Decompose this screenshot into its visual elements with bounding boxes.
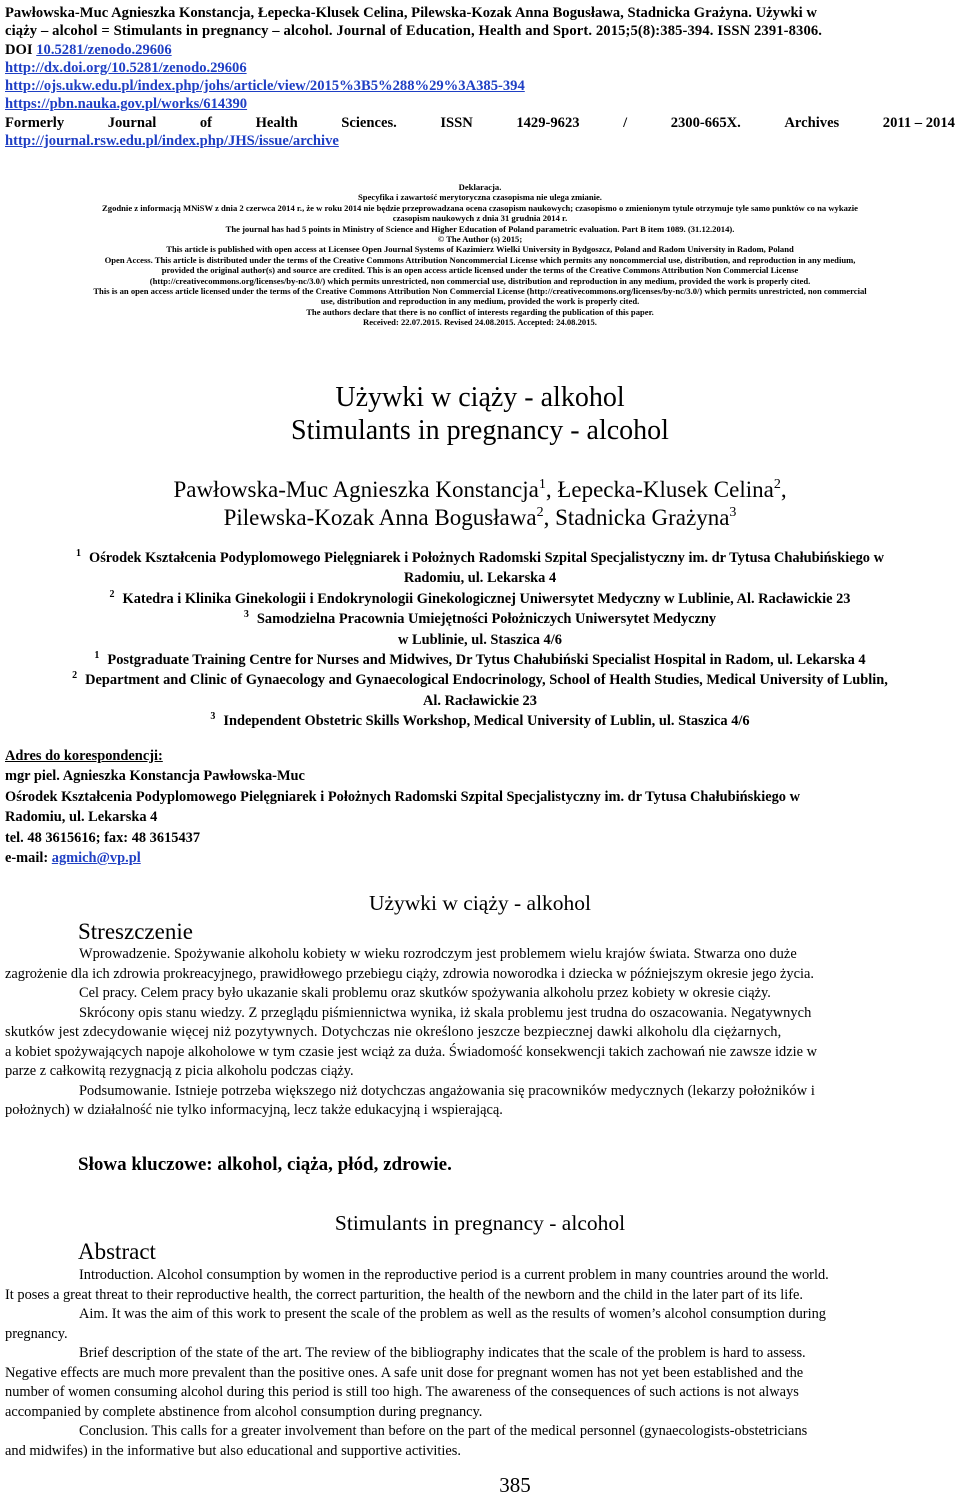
abstract-body	[5, 1266, 955, 1461]
author-name: Pilewska-Kozak Anna Bogusława	[223, 505, 537, 530]
streszczenie-heading: Streszczenie	[78, 919, 193, 944]
affiliation-mark: 2	[109, 588, 115, 600]
affiliation	[5, 609, 955, 629]
formerly-word: Journal	[107, 114, 157, 131]
author-affiliation-mark: 3	[729, 505, 737, 520]
doi-line	[5, 41, 955, 59]
affiliations	[5, 548, 955, 732]
doi-link[interactable]: 10.5281/zenodo.29606	[36, 41, 172, 58]
declaration-line: Specyfika i zawartość merytoryczna czasopisma nie ulega zmianie.	[358, 192, 602, 203]
declaration-line: This article is published with open access at Licensee Open Journal Systems of Kazimierz Wielki University in Bydgoszcz, Poland and Radom University in Radom, Poland	[166, 244, 794, 255]
author-name: Pawłowska-Muc Agnieszka Konstancja	[173, 477, 539, 502]
formerly-word: Archives	[784, 114, 840, 131]
author-name: , Stadnicka Grażyna	[543, 505, 730, 530]
correspondence-heading: Adres do korespondencji:	[5, 748, 163, 764]
declaration-line: Open Access. This article is distributed under the terms of the Creative Commons Attribution Noncommercial License which permits any noncommercial use, distribution, and reproduction in any medium,	[104, 254, 856, 265]
abstract-line: Conclusion. This calls for a greater involvement than before on the part of the medical personnel (gynaecologists-obstetricians	[79, 1423, 808, 1439]
citation-line: ciąży – alcohol = Stimulants in pregnancy – alcohol. Journal of Education, Health and Sport. 2015;5(8):385-394. ISSN 2391-8306.	[5, 23, 823, 40]
affiliation	[5, 670, 955, 690]
abstract-line: Introduction. Alcohol consumption by women in the reproductive period is a current problem in many countries around the world.	[79, 1267, 829, 1283]
abstract-line: położnych) w działalność nie tylko informacyjną, lecz także edukacyjną i wspierającą.	[5, 1102, 503, 1118]
abstract-heading: Abstract	[78, 1239, 156, 1264]
author-name: , Łepecka-Klusek Celina	[545, 477, 774, 502]
abstract-line: skutków jest zdecydowanie więcej niż pozytywnych. Dotychczas nie określono jeszcze bezpiecznej dawki alkoholu dla ciężarnych,	[5, 1024, 782, 1040]
formerly-word: Formerly	[5, 114, 65, 131]
abstract-line: accompanied by complete abstinence from alcohol consumption during pregnancy.	[5, 1403, 483, 1420]
declaration-line: The journal has had 5 points in Ministry of Science and Higher Education of Poland parametric evaluation. Part B item 1089. (31.12.2014).	[225, 223, 735, 234]
abstract-line: zagrożenie dla ich zdrowia prokreacyjnego, prawidłowego przebiegu ciąży, zdrowia noworodka i dziecka w późniejszym okresie jego życia.	[5, 965, 814, 982]
formerly-word: Health	[255, 114, 298, 131]
affiliation-text: Samodzielna Pracownia Umiejętności Położniczych Uniwersytet Medyczny	[256, 611, 717, 628]
page-number: 385	[499, 1473, 531, 1497]
streszczenie-body	[5, 945, 955, 1121]
citation-header	[5, 4, 955, 150]
formerly-word: 2011 – 2014	[882, 114, 955, 131]
author-affiliation-mark: 2	[773, 477, 781, 492]
doi-label: DOI	[5, 41, 33, 58]
section-title-polish: Używki w ciąży - alkohol	[368, 891, 592, 915]
affiliation-text: Katedra i Klinika Ginekologii i Endokrynologii Ginekologicznej Uniwersytet Medyczny w Lublinie, Al. Racławickie 23	[122, 590, 851, 607]
affiliation: w Lublinie, ul. Staszica 4/6	[398, 631, 562, 648]
email-label: e-mail:	[5, 850, 49, 867]
affiliation-mark: 1	[94, 650, 100, 662]
affiliation-text: Postgraduate Training Centre for Nurses and Midwives, Dr Tytus Chałubiński Specialist Hospital in Radom, ul. Lekarska 4	[107, 652, 866, 669]
affiliation-text: Department and Clinic of Gynaecology and Gynaecological Endocrinology, School of Health Studies, Medical University of Lublin,	[85, 672, 888, 689]
abstract-line: Negative effects are much more prevalent than the positive ones. A safe unit dose for pregnant women has not yet been established and the	[5, 1364, 804, 1381]
formerly-word: ISSN	[440, 114, 473, 131]
abstract-line: number of women consuming alcohol during this period is still too high. The awareness of the consequences of such actions is not always	[5, 1384, 799, 1400]
formerly-line	[5, 114, 955, 132]
formerly-word: 2300-665X.	[670, 114, 741, 131]
abstract-line: It poses a great threat to their reproductive health, the correct parturition, the health of the newborn and the child in the later part of its life.	[5, 1286, 803, 1303]
correspondence	[5, 746, 955, 868]
affiliation: Al. Racławickie 23	[423, 692, 537, 709]
affiliation-text: Ośrodek Kształcenia Podyplomowego Pielęgniarek i Położnych Radomski Szpital Specjalistyczny im. dr Tytusa Chałubińskiego w	[89, 550, 884, 566]
title-polish: Używki w ciąży - alkohol	[335, 382, 625, 413]
declaration-line: czasopism naukowych z dnia 31 grudnia 2014 r.	[392, 213, 568, 224]
email-link[interactable]: agmich@vp.pl	[51, 850, 141, 867]
abstract-line: and midwifes) in the informative but also educational and supportive activities.	[5, 1442, 461, 1459]
abstract-line: Cel pracy. Celem pracy było ukazanie skali problemu oraz skutków spożywania alkoholu przez kobiety w okresie ciąży.	[79, 985, 771, 1001]
abstract-line: Podsumowanie. Istnieje potrzeba większego niż dotychczas angażowania się pracowników medycznych (lekarzy położników i	[79, 1082, 815, 1099]
affiliation-text: Independent Obstetric Skills Workshop, Medical University of Lublin, ul. Staszica 4/6	[223, 713, 750, 730]
declaration-line: This is an open access article licensed under the terms of the Creative Commons Attribution Non Commercial License (http://creativecommons.org/licenses/by-nc/3.0/) which permits unrestricted, non commercial	[93, 286, 867, 297]
separator: ,	[780, 477, 787, 502]
declaration-line: use, distribution and reproduction in any medium, provided the work is properly cited.	[320, 296, 640, 307]
pbn-link[interactable]: https://pbn.nauka.gov.pl/works/614390	[5, 96, 248, 113]
declaration-line: (http://creativecommons.org/licenses/by-nc/3.0/) which permits unrestricted, non commercial use, distribution and reproduction in any medium, provided the work is properly cited.	[149, 275, 811, 286]
section-title-english: Stimulants in pregnancy - alcohol	[334, 1211, 626, 1235]
keywords-polish: Słowa kluczowe: alkohol, ciąża, płód, zdrowie.	[78, 1154, 452, 1175]
declaration-line: The authors declare that there is no conflict of interests regarding the publication of this paper.	[306, 306, 654, 317]
affiliation	[5, 589, 955, 609]
correspondence-phone: tel. 48 3615616; fax: 48 3615437	[5, 829, 201, 846]
abstract-line: Wprowadzenie. Spożywanie alkoholu kobiety w wieku rozrodczym jest problemem wielu krajów świata. Stwarza ono duże	[79, 946, 797, 962]
formerly-word: /	[623, 114, 628, 131]
authors-line	[0, 476, 960, 504]
formerly-word: Sciences.	[341, 114, 397, 131]
author-affiliation-mark: 2	[536, 505, 544, 520]
abstract-line: a kobiet spożywających napoje alkoholowe w tym czasie jest wciąż za duża. Świadomość konsekwencji takich zachowań nie zawsze idzie w	[5, 1043, 817, 1060]
declaration-line: provided the original author(s) and source are credited. This is an open access article licensed under the terms of the Creative Commons Attribution Non Commercial License	[161, 265, 799, 276]
declaration-title: Deklaracja.	[458, 182, 502, 192]
correspondence-institution: Ośrodek Kształcenia Podyplomowego Pielęgniarek i Położnych Radomski Szpital Specjalistyczny im. dr Tytusa Chałubińskiego w	[5, 788, 800, 805]
copyright-line: © The Author (s) 2015;	[437, 234, 523, 245]
affiliation-mark: 3	[210, 711, 216, 723]
author-affiliation-mark: 1	[538, 477, 546, 492]
affiliation: Radomiu, ul. Lekarska 4	[403, 570, 557, 587]
declaration-line: Zgodnie z informacją MNiSW z dnia 2 czerwca 2014 r., że w roku 2014 nie będzie przeprowadzana ocena czasopism naukowych; czasopismo o zmienionym tytule otrzymuje tyle samo punktów co na wykazie	[102, 202, 858, 213]
abstract-line: Aim. It was the aim of this work to present the scale of the problem as well as the results of women’s alcohol consumption during	[79, 1306, 826, 1322]
declaration-block	[0, 182, 960, 328]
received-line: Received: 22.07.2015. Revised 24.08.2015. Accepted: 24.08.2015.	[363, 317, 597, 328]
doi-url-link[interactable]: http://dx.doi.org/10.5281/zenodo.29606	[5, 59, 247, 76]
affiliation-mark: 1	[76, 548, 81, 559]
abstract-line: Brief description of the state of the art. The review of the bibliography indicates that the scale of the problem is hard to assess.	[79, 1345, 806, 1361]
abstract-line: Skrócony opis stanu wiedzy. Z przeglądu piśmiennictwa wynika, iż skala problemu jest trudna do oszacowania. Negatywnych	[79, 1004, 812, 1021]
formerly-word: 1429-9623	[516, 114, 580, 131]
abstract-line: parze z całkowitą rezygnacją z picia alkoholu podczas ciąży.	[5, 1063, 354, 1079]
paper-title	[0, 381, 960, 447]
abstract-line: pregnancy.	[5, 1325, 68, 1342]
correspondence-name: mgr piel. Agnieszka Konstancja Pawłowska-Muc	[5, 768, 305, 785]
formerly-word: of	[199, 114, 213, 131]
correspondence-address: Radomiu, ul. Lekarska 4	[5, 809, 158, 826]
affiliation	[5, 650, 955, 670]
archive-link[interactable]: http://journal.rsw.edu.pl/index.php/JHS/issue/archive	[5, 133, 339, 150]
affiliation	[5, 548, 955, 568]
authors	[0, 476, 960, 532]
citation-line: Pawłowska-Muc Agnieszka Konstancja, Łepecka-Klusek Celina, Pilewska-Kozak Anna Bogusława, Stadnicka Grażyna. Używki w	[5, 5, 817, 21]
affiliation-mark: 3	[243, 609, 249, 621]
affiliation-mark: 2	[72, 670, 78, 682]
authors-line	[0, 504, 960, 532]
affiliation	[5, 711, 955, 731]
title-english: Stimulants in pregnancy - alcohol	[291, 415, 669, 446]
ojs-link[interactable]: http://ojs.ukw.edu.pl/index.php/johs/article/view/2015%3B5%288%29%3A385-394	[5, 78, 525, 95]
